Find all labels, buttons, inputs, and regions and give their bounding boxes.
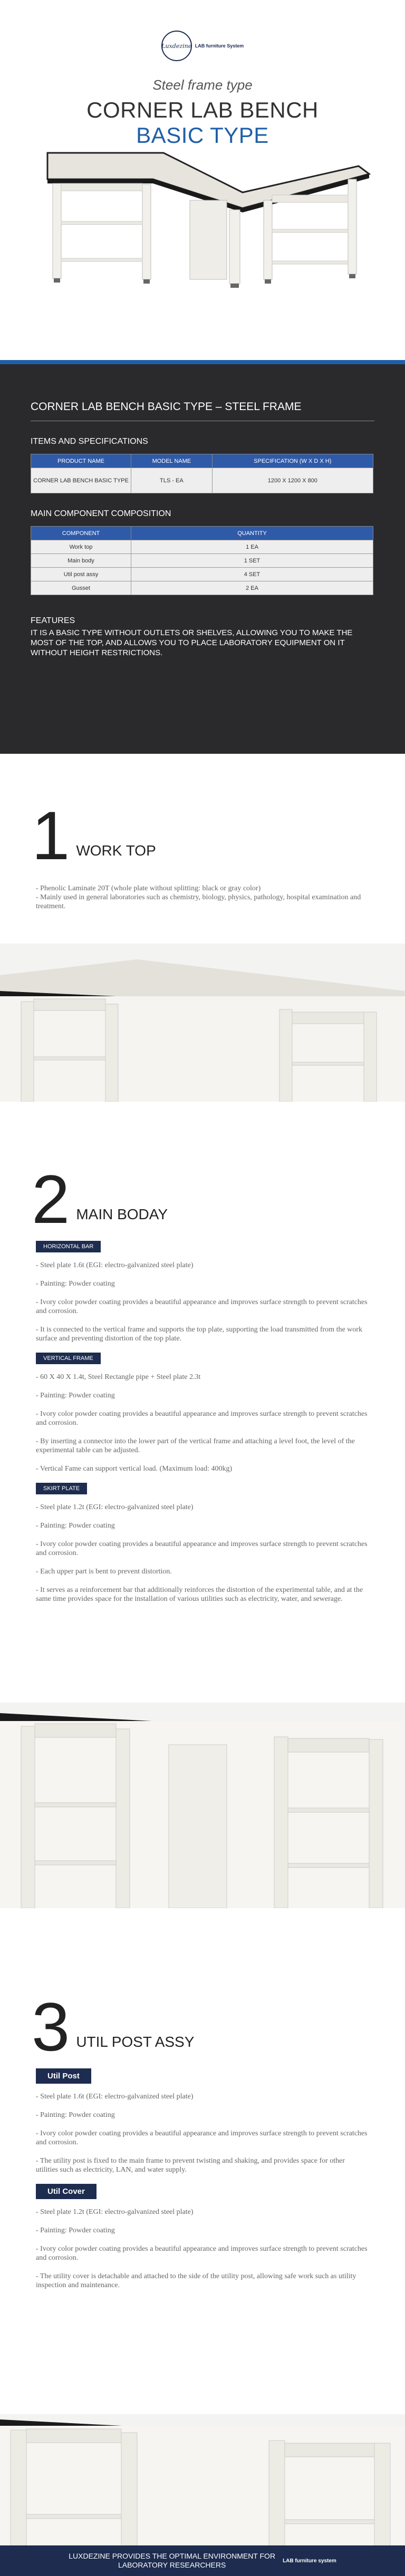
logo-emblem: Luxdezine xyxy=(161,31,192,61)
bullet-text: - The utility cover is detachable and attached to the side of the utility post, allowing safe work such as utility inspection and maintenance. xyxy=(36,2272,356,2289)
brand-logo xyxy=(0,0,405,61)
worktop-closeup-illustration xyxy=(0,944,405,1102)
bullet-text: - Steel plate 1.2t (EGI: electro-galvanized steel plate) xyxy=(36,2208,194,2216)
section-title: UTIL POST ASSY xyxy=(76,2034,195,2050)
features-heading: FEATURES xyxy=(31,616,75,625)
bullet-text: - Ivory color powder coating provides a beautiful appearance and improves surface strength to prevent scratches and corrosion. xyxy=(36,1540,368,1557)
table-cell: Work top xyxy=(31,540,131,554)
table-cell: 1200 X 1200 X 800 xyxy=(212,468,373,493)
col-header: MODEL NAME xyxy=(131,454,213,468)
bullet-list xyxy=(36,1261,368,1343)
section-header xyxy=(32,1988,405,2065)
table-row xyxy=(31,540,373,554)
table-cell: TLS - EA xyxy=(131,468,213,493)
hero-title: CORNER LAB BENCH xyxy=(86,98,319,122)
table-row xyxy=(31,568,373,581)
footer xyxy=(0,2545,405,2576)
table-cell: 1 SET xyxy=(131,554,373,568)
main-body-illustration xyxy=(0,1703,405,1908)
bullet-text: - Phenolic Laminate 20T (whole plate without splitting: black or gray color) - Mainly used in general laboratories such as chemistry, biology, physics, pathology, hospital examination and treatment. xyxy=(36,884,361,910)
util-post-group xyxy=(0,2068,405,2174)
table-cell: 2 EA xyxy=(131,581,373,595)
worktop-bullets xyxy=(36,875,368,929)
items-heading: ITEMS AND SPECIFICATIONS xyxy=(31,437,148,446)
tag-horizontal-bar: HORIZONTAL BAR xyxy=(36,1241,101,1252)
section-number: 2 xyxy=(32,1161,70,1238)
footer-logo: LAB furniture system xyxy=(283,2558,336,2564)
table-cell: Gusset xyxy=(31,581,131,595)
bullet-text: - Vertical Fame can support vertical load. (Maximum load: 400kg) xyxy=(36,1465,233,1473)
table-cell: Util post assy xyxy=(31,568,131,581)
bullet-text: - Ivory color powder coating provides a beautiful appearance and improves surface strength to prevent scratches and corrosion. xyxy=(36,1410,368,1427)
table-cell: 4 SET xyxy=(131,568,373,581)
section-header xyxy=(32,797,405,874)
vertical-frame-group xyxy=(0,1353,405,1473)
bullet-text: - Painting: Powder coating xyxy=(36,1522,115,1530)
section-title: MAIN BODAY xyxy=(76,1206,168,1222)
spec-section xyxy=(0,364,405,754)
items-table xyxy=(31,454,373,493)
main-body-photo xyxy=(0,1703,405,1908)
corner-bench-illustration xyxy=(32,142,374,295)
hero-section xyxy=(0,0,405,364)
bullet-text: - Painting: Powder coating xyxy=(36,2227,115,2234)
table-row xyxy=(31,554,373,568)
bullet-text: - Painting: Powder coating xyxy=(36,2111,115,2119)
hero-kicker: Steel frame type xyxy=(152,77,253,93)
bullet-text: - Steel plate 1.2t (EGI: electro-galvanized steel plate) xyxy=(36,1503,194,1511)
table-row xyxy=(31,468,373,493)
col-header: SPECIFICATION (W X D X H) xyxy=(212,454,373,468)
section-number: 1 xyxy=(32,797,70,874)
skirt-plate-group xyxy=(0,1483,405,1603)
bullet-text: - 60 X 40 X 1.4t, Steel Rectangle pipe + Steel plate 2.3t xyxy=(36,1373,201,1381)
main-body-section xyxy=(0,1102,405,1703)
bullet-list xyxy=(36,2208,368,2290)
worktop-section xyxy=(0,754,405,944)
features-text: IT IS A BASIC TYPE WITHOUT OUTLETS OR SHELVES, ALLOWING YOU TO MAKE THE MOST OF THE TOP, AND ALLOWS YOU TO PLACE LABORATORY EQUIPMENT ON IT WITHOUT HEIGHT RESTRICTIONS. xyxy=(31,628,353,657)
table-row xyxy=(31,581,373,595)
bullet-list xyxy=(36,1503,368,1603)
table-cell: CORNER LAB BENCH BASIC TYPE xyxy=(31,468,131,493)
hero-accent-bar xyxy=(0,360,405,364)
util-cover-group xyxy=(0,2184,405,2290)
tag-util-post: Util Post xyxy=(36,2068,91,2084)
bullet-list xyxy=(36,1373,368,1473)
section-header xyxy=(32,1161,405,1238)
bullet-text: - By inserting a connector into the lower part of the vertical frame and attaching a level foot, the level of the experimental table can be adjusted. xyxy=(36,1437,355,1454)
util-post-section xyxy=(0,1908,405,2414)
table-cell: Main body xyxy=(31,554,131,568)
bullet-text: - The utility post is fixed to the main frame to prevent twisting and shaking, and provides space for other utilities such as electricity, LAN, and water supply. xyxy=(36,2157,345,2174)
logo-subtitle: LAB furniture System xyxy=(195,43,244,48)
footer-line: LUXDEZINE PROVIDES THE OPTIMAL ENVIRONMENT FOR xyxy=(69,2552,276,2560)
section-title: WORK TOP xyxy=(76,842,156,859)
component-heading: MAIN COMPONENT COMPOSITION xyxy=(31,509,171,518)
col-header: PRODUCT NAME xyxy=(31,454,131,468)
footer-line: LABORATORY RESEARCHERS xyxy=(118,2561,226,2569)
bullet-text: - Ivory color powder coating provides a beautiful appearance and improves surface strength to prevent scratches and corrosion. xyxy=(36,1298,368,1315)
component-table xyxy=(31,526,373,595)
bullet-text: - Steel plate 1.6t (EGI: electro-galvanized steel plate) xyxy=(36,1261,194,1269)
bullet-text: - Ivory color powder coating provides a beautiful appearance and improves surface strength to prevent scratches and corrosion. xyxy=(36,2245,368,2262)
bullet-text: - Painting: Powder coating xyxy=(36,1280,115,1288)
tag-util-cover: Util Cover xyxy=(36,2184,97,2199)
bullet-text: - Ivory color powder coating provides a beautiful appearance and improves surface strength to prevent scratches and corrosion. xyxy=(36,2130,368,2146)
bullet-list xyxy=(36,2092,368,2174)
bullet-text: - Painting: Powder coating xyxy=(36,1392,115,1399)
col-header: COMPONENT xyxy=(31,527,131,540)
table-cell: 1 EA xyxy=(131,540,373,554)
bullet-text: - Each upper part is bent to prevent distortion. xyxy=(36,1568,172,1576)
footer-tagline xyxy=(69,2552,275,2570)
bullet-text: - Steel plate 1.6t (EGI: electro-galvanized steel plate) xyxy=(36,2093,194,2101)
tag-skirt-plate: SKIRT PLATE xyxy=(36,1483,87,1494)
bullet-text: - It serves as a reinforcement bar that additionally reinforces the distortion of the experimental table, and at the same time provides space for the installation of various utilities such as electricity, water, and sewerage. xyxy=(36,1586,363,1603)
hero-subtitle: BASIC TYPE xyxy=(136,123,269,148)
tag-vertical-frame: VERTICAL FRAME xyxy=(36,1353,101,1364)
horizontal-bar-group xyxy=(0,1241,405,1343)
worktop-photo xyxy=(0,944,405,1102)
bullet-text: - It is connected to the vertical frame and supports the top plate, supporting the load transmitted from the work surface and preventing distortion of the top plate. xyxy=(36,1326,362,1343)
spec-title: CORNER LAB BENCH BASIC TYPE – STEEL FRAME xyxy=(31,401,374,421)
col-header: QUANTITY xyxy=(131,527,373,540)
section-number: 3 xyxy=(32,1988,70,2065)
